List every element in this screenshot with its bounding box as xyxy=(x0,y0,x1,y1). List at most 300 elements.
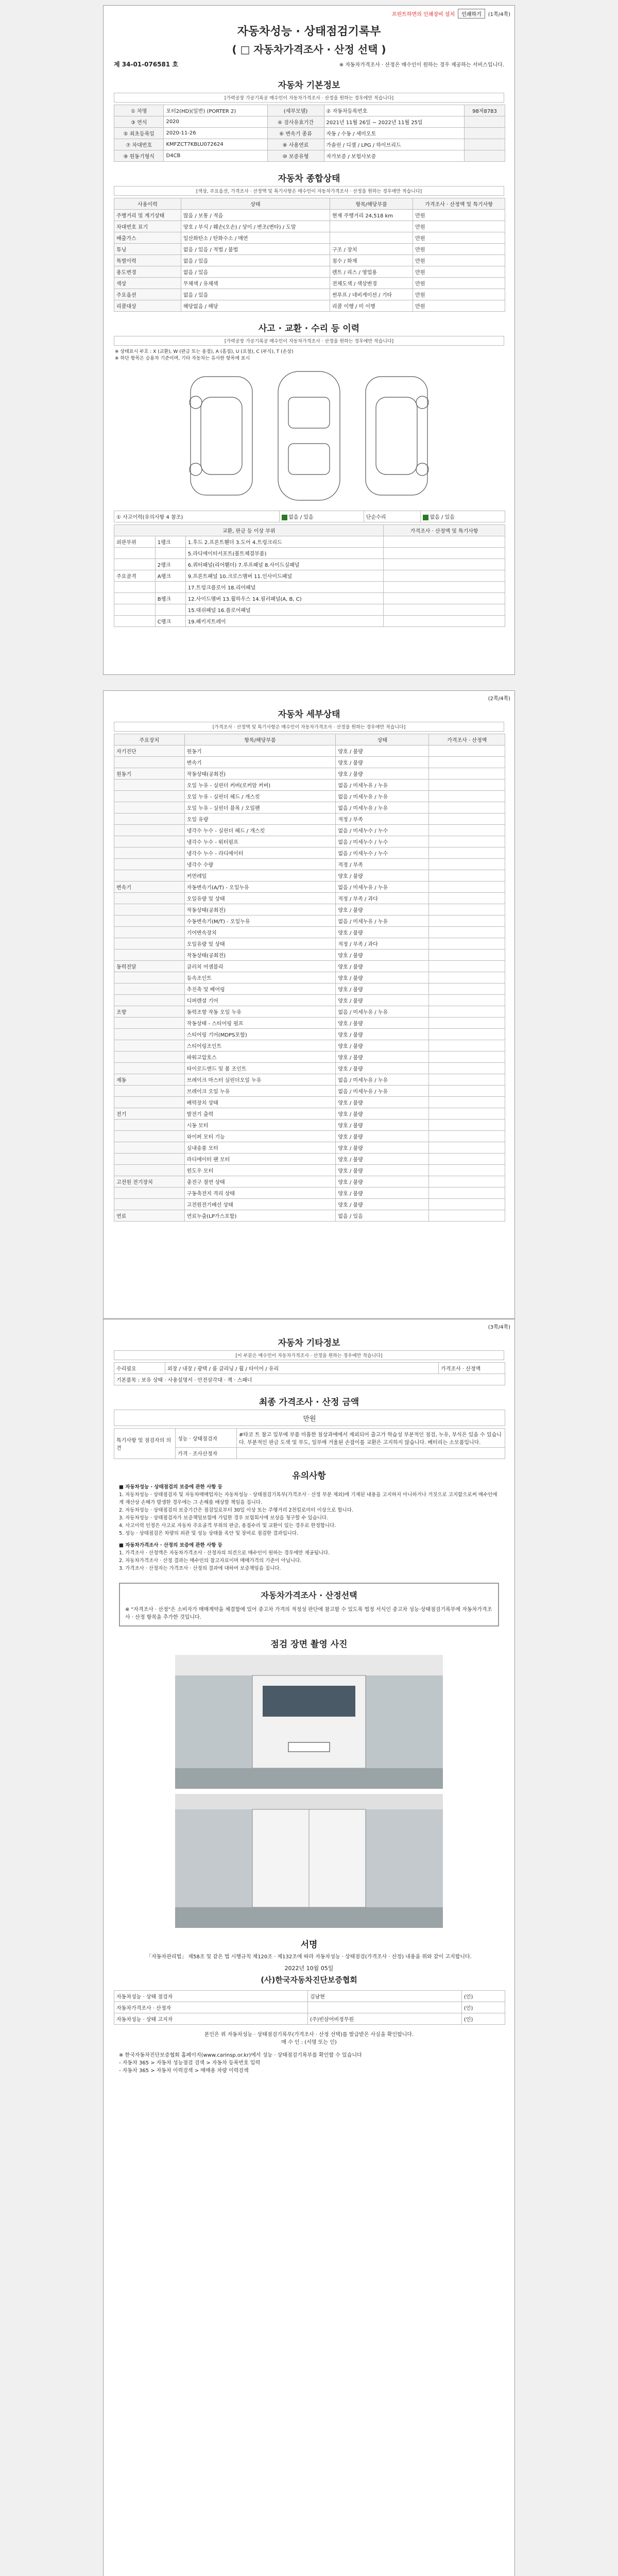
basic-info-cell xyxy=(465,139,505,150)
basic-info-cell: 포터2(HD)(일반) (PORTER 2) xyxy=(164,105,267,116)
basic-info-cell: 2021년 11월 26일 ~ 2022년 11월 25일 xyxy=(324,116,465,128)
overall-cell: 썬루프 / 네비게이션 / 기타 xyxy=(330,289,413,300)
page-title: 자동차성능 · 상태점검기록부 xyxy=(237,25,381,38)
detail-cell: 냉각수 누수 - 워터펌프 xyxy=(184,836,336,848)
special-notes-sub2: 가격 · 조사산정자 xyxy=(176,1448,237,1459)
outer-cell xyxy=(155,582,185,593)
detail-cell: 냉각수 수량 xyxy=(184,859,336,870)
detail-price-cell xyxy=(429,995,505,1006)
basic-info-cell: 자동 / 수동 / 세미오토 xyxy=(324,128,465,139)
overall-head-cell: 가격조사 · 산정액 및 특기사항 xyxy=(413,198,505,210)
basic-info-cell: ⑦ 차대번호 xyxy=(114,139,164,150)
overall-cell: 주행거리 및 계기상태 xyxy=(114,210,181,221)
detail-cell xyxy=(114,757,185,768)
detail-cell: 고전원전기배선 상태 xyxy=(184,1199,336,1210)
outer-cell: A랭크 xyxy=(155,570,185,582)
detail-cell: 양호 / 불량 xyxy=(336,757,429,768)
section-other-info: 자동차 기타정보 xyxy=(278,1338,340,1348)
detail-head-cell: 가격조사 · 산정액 xyxy=(429,734,505,745)
detail-cell: 변속기 xyxy=(184,757,336,768)
detail-cell: 브레이크 오일 누유 xyxy=(184,1086,336,1097)
outer-cell: C랭크 xyxy=(155,616,185,627)
other-info-note: [이 부분은 매수인이 자동차가격조사 · 산정을 원하는 경우에만 적습니다] xyxy=(114,1350,504,1360)
detail-cell xyxy=(114,859,185,870)
price-selection-title: 자동차가격조사 · 산정선택 xyxy=(261,1590,357,1600)
signature-cell: 자동차성능 · 상태 고지자 xyxy=(114,2013,308,2025)
report-page-1 xyxy=(103,5,515,675)
signature-cell: (주)빈삼어비정무원 xyxy=(307,2013,461,2025)
signature-cell: 자동차가격조사 · 산정자 xyxy=(114,2002,308,2013)
detail-price-cell xyxy=(429,1086,505,1097)
basic-info-cell: 가솔린 / 디젤 / LPG / 하이브리드 xyxy=(324,139,465,150)
top-bar xyxy=(104,6,514,22)
outer-cell: 12.사이드멤버 13.휠하우스 14.필러패널(A, B, C) xyxy=(185,593,384,604)
detail-cell: 냉각수 누수 - 라디에이터 xyxy=(184,848,336,859)
overall-head-cell: 사용이력 xyxy=(114,198,181,210)
outer-cell: 17.트렁크플로어 18.리어패널 xyxy=(185,582,384,593)
service-notice: ※ 자동차가격조사 · 산정은 매수인이 원하는 경우 제공하는 서비스입니다. xyxy=(339,62,504,68)
section-repair-history: 사고 · 교환 · 수리 등 이력 xyxy=(258,324,360,334)
detail-price-cell xyxy=(429,1176,505,1188)
detail-price-cell xyxy=(429,1040,505,1052)
overall-cell xyxy=(330,221,413,232)
overall-cell: 리콜대상 xyxy=(114,300,181,312)
detail-cell xyxy=(114,836,185,848)
overall-cell: 많음 / 보통 / 적음 xyxy=(181,210,330,221)
outer-head-cell: 교환, 판금 등 이상 부위 xyxy=(114,525,384,536)
detail-head-cell: 주요장치 xyxy=(114,734,185,745)
basic-info-cell xyxy=(465,116,505,128)
overall-head-cell: 항목/해당부품 xyxy=(330,198,413,210)
overall-cell: 없음 / 있음 xyxy=(181,266,330,278)
detail-cell: 없음 / 미세누유 / 누유 xyxy=(336,1074,429,1086)
caution-line: 4. 사고이력 인정은 사고로 자동차 주요골격 부위의 판금, 용접수리 및 교환이 있는 경우로 한정합니다. xyxy=(119,1523,336,1529)
detail-cell xyxy=(114,950,185,961)
basic-info-cell: 2020-11-26 xyxy=(164,128,267,139)
detail-cell: 양호 / 불량 xyxy=(336,1018,429,1029)
detail-price-cell xyxy=(429,1108,505,1120)
detail-cell: 적정 / 부족 / 과다 xyxy=(336,893,429,904)
detail-cell: 커먼레일 xyxy=(184,870,336,882)
detail-cell: 스티어링 기어(MDPS포함) xyxy=(184,1029,336,1040)
repair-needed-items: 외장 / 내장 / 광택 / 룸 클리닝 / 휠 / 타이어 / 유리 xyxy=(165,1363,439,1374)
document-number: 제 34-01-076581 호 xyxy=(114,61,178,68)
basic-info-cell: ② 자동차등록번호 xyxy=(324,105,465,116)
checkbox-icon[interactable] xyxy=(423,515,428,520)
outer-cell xyxy=(114,582,156,593)
outer-cell xyxy=(114,593,156,604)
detail-cell xyxy=(114,1120,185,1131)
detail-cell: 배력장치 상태 xyxy=(184,1097,336,1108)
basic-info-cell: 98저8783 xyxy=(465,105,505,116)
overall-cell: 색상 xyxy=(114,278,181,289)
section-caution: 유의사항 xyxy=(292,1471,326,1481)
detail-price-cell xyxy=(429,745,505,757)
detail-cell: 없음 / 미세누유 / 누유 xyxy=(336,882,429,893)
overall-cell: 만원 xyxy=(413,244,505,255)
issue-date: 2022년 10월 05일 xyxy=(284,1965,334,1972)
detail-cell xyxy=(114,984,185,995)
detail-cell: 동력전달 xyxy=(114,961,185,972)
caution-line: 2. 자동차성능 · 상태점검의 보증기간은 점검일로부터 30일 이상 또는 주행거리 2천킬로미터 이상으로 합니다. xyxy=(119,1507,353,1513)
basic-info-cell: D4CB xyxy=(164,150,267,162)
other-info-table xyxy=(114,1362,505,1385)
outer-cell: B랭크 xyxy=(155,593,185,604)
final-price-value: 만원 xyxy=(114,1410,505,1426)
detail-cell xyxy=(114,1029,185,1040)
detail-cell xyxy=(114,1154,185,1165)
detail-cell: 클러치 어셈블리 xyxy=(184,961,336,972)
simple-repair-label: 단순수리 xyxy=(364,511,421,522)
basic-info-cell: (세부모델) xyxy=(267,105,324,116)
outer-cell: 15.대쉬패널 16.플로어패널 xyxy=(185,604,384,616)
accident-value: 없음 / 있음 xyxy=(288,515,314,520)
detail-cell xyxy=(114,1097,185,1108)
detail-cell: 없음 / 미세누유 / 누유 xyxy=(336,1086,429,1097)
basic-info-note: [가력공장 가공기록공 매수인이 자동차가격조사 · 산정을 원하는 경우에만 적습니다] xyxy=(114,93,504,103)
detail-price-cell xyxy=(429,825,505,836)
outer-cell: 주요골격 xyxy=(114,570,156,582)
detail-cell: 오일유량 및 상태 xyxy=(184,893,336,904)
detail-cell: 없음 / 미세누유 / 누유 xyxy=(336,791,429,802)
detail-cell: 양호 / 불량 xyxy=(336,1199,429,1210)
overall-cell: 현재 주행거리 24,518 km xyxy=(330,210,413,221)
accident-table xyxy=(114,511,505,522)
detail-cell xyxy=(114,802,185,814)
caution-block xyxy=(119,1483,499,1572)
overall-cell: 만원 xyxy=(413,210,505,221)
overall-cell: 만원 xyxy=(413,266,505,278)
detail-cell: 원동기 xyxy=(114,768,185,779)
detail-cell: 양호 / 불량 xyxy=(336,1165,429,1176)
caution-line: 3. 가격조사 · 산정자는 가격조사 · 산정의 결과에 대하여 보증책임을 집니다. xyxy=(119,1566,281,1571)
overall-cell: 구조 / 장치 xyxy=(330,244,413,255)
overall-status-table xyxy=(114,198,505,312)
overall-cell: 용도변경 xyxy=(114,266,181,278)
detail-cell: 양호 / 불량 xyxy=(336,1142,429,1154)
outer-cell: 6.쿼터패널(리어휀더) 7.루프패널 8.사이드실패널 xyxy=(185,559,384,570)
section-final-price: 최종 가격조사 · 산정 금액 xyxy=(259,1397,359,1408)
simple-repair-value: 없음 / 있음 xyxy=(430,515,455,520)
detail-price-cell xyxy=(429,757,505,768)
page-subtitle: ( □ 자동차가격조사 · 산정 선택 ) xyxy=(232,43,386,56)
detail-cell: 냉각수 누수 - 실린더 헤드 / 개스킷 xyxy=(184,825,336,836)
detail-cell: 오일 누유 - 실린더 블록 / 오일팬 xyxy=(184,802,336,814)
outer-cell: 19.패키지트레이 xyxy=(185,616,384,627)
detail-price-cell xyxy=(429,836,505,848)
special-notes-table xyxy=(114,1428,505,1459)
detail-cell xyxy=(114,825,185,836)
outer-cell xyxy=(114,604,156,616)
signature-cell: 자동차성능 · 상태 점검자 xyxy=(114,1991,308,2002)
overall-cell: 무채색 / 유채색 xyxy=(181,278,330,289)
overall-cell: 차대번호 표기 xyxy=(114,221,181,232)
price-selection-text: ※ "자격조사 · 산정"은 소비자가 매매계약을 체결함에 있어 중고차 가격의 적정성 판단에 참고할 수 있도록 법정 서식인 중고차 성능·상태점검기록부에 자동차가격조사 · 산정 항목을 추가한 것입니다. xyxy=(125,1607,492,1620)
basic-info-cell xyxy=(465,150,505,162)
detail-cell: 원동기 xyxy=(184,745,336,757)
detail-cell: 양호 / 불량 xyxy=(336,950,429,961)
page-number: (2쪽/4쪽) xyxy=(488,696,510,702)
detail-cell: 조향 xyxy=(114,1006,185,1018)
overall-cell: 만원 xyxy=(413,278,505,289)
print-button[interactable]: 인쇄하기 xyxy=(458,9,485,19)
accident-label: ① 사고이력(유의사항 4 참조) xyxy=(114,511,280,522)
signature-cell: (인) xyxy=(461,2002,505,2013)
detail-cell: 양호 / 불량 xyxy=(336,984,429,995)
footer-line-2: - 자동차 365 > 자동차 성능점검 검색 > 자동차 등록번호 입력 xyxy=(119,2060,261,2066)
detail-cell: 수동변속기(M/T) - 오일누유 xyxy=(184,916,336,927)
detail-cell: 적정 / 부족 / 과다 xyxy=(336,938,429,950)
overall-head-cell: 상태 xyxy=(181,198,330,210)
detail-cell: 작동상태 - 스티어링 펌프 xyxy=(184,1018,336,1029)
special-notes-sub1: 성능 · 상태점검자 xyxy=(176,1429,237,1448)
detail-cell: 와이퍼 모터 기능 xyxy=(184,1131,336,1142)
detail-cell xyxy=(114,1018,185,1029)
detail-cell: 양호 / 불량 xyxy=(336,1097,429,1108)
detail-cell: 실내송풍 모터 xyxy=(184,1142,336,1154)
outer-cell: 2랭크 xyxy=(155,559,185,570)
detail-cell: 양호 / 불량 xyxy=(336,745,429,757)
detail-status-table xyxy=(114,734,505,1222)
detail-cell: 없음 / 미세누유 / 누유 xyxy=(336,802,429,814)
detail-cell: 오일유량 및 상태 xyxy=(184,938,336,950)
outer-cell xyxy=(155,548,185,559)
detail-cell: 양호 / 불량 xyxy=(336,904,429,916)
detail-cell: 양호 / 불량 xyxy=(336,927,429,938)
detail-cell: 양호 / 불량 xyxy=(336,870,429,882)
signature-cell: (인) xyxy=(461,2013,505,2025)
detail-status-note: [가격조사 · 산정액 및 특기사항은 매수인이 자동차가격조사 · 산정을 원하는 경우에만 적습니다] xyxy=(114,722,504,732)
detail-cell: 양호 / 불량 xyxy=(336,1108,429,1120)
overall-cell: 리콜 이행 / 미 이행 xyxy=(330,300,413,312)
detail-cell: 적정 / 부족 xyxy=(336,859,429,870)
detail-cell xyxy=(114,1052,185,1063)
detail-cell: 양호 / 불량 xyxy=(336,1188,429,1199)
detail-cell: 추진축 및 베어링 xyxy=(184,984,336,995)
signature-cell xyxy=(307,2002,461,2013)
detail-cell: 양호 / 불량 xyxy=(336,768,429,779)
detail-price-cell xyxy=(429,984,505,995)
detail-price-cell xyxy=(429,1063,505,1074)
basic-info-table xyxy=(114,105,505,162)
page-number: (3쪽/4쪽) xyxy=(488,1325,510,1330)
detail-cell: 양호 / 불량 xyxy=(336,995,429,1006)
overall-cell: 만원 xyxy=(413,232,505,244)
detail-price-cell xyxy=(429,904,505,916)
detail-price-cell xyxy=(429,1142,505,1154)
detail-cell xyxy=(114,1131,185,1142)
detail-cell: 양호 / 불량 xyxy=(336,1040,429,1052)
overall-cell: 특별이력 xyxy=(114,255,181,266)
detail-price-cell xyxy=(429,938,505,950)
detail-cell: 없음 / 미세누유 / 누유 xyxy=(336,1006,429,1018)
overall-cell xyxy=(330,232,413,244)
basic-info-cell: ⑥ 변속기 종류 xyxy=(267,128,324,139)
detail-price-cell xyxy=(429,814,505,825)
basic-items: 기본품목 : 보유 상태 · 사용설명서 · 안전삼각대 · 잭 · 스패너 xyxy=(114,1374,505,1385)
detail-price-cell xyxy=(429,927,505,938)
car-diagram-icon xyxy=(180,366,438,505)
overall-cell: 만원 xyxy=(413,255,505,266)
detail-cell: 구동축전지 격리 상태 xyxy=(184,1188,336,1199)
basic-info-cell: ① 차명 xyxy=(114,105,164,116)
detail-cell: 윈도우 모터 xyxy=(184,1165,336,1176)
detail-cell: 고전원 전기장치 xyxy=(114,1176,185,1188)
special-notes-label: 특기사항 및 점검자의 의견 xyxy=(114,1429,176,1459)
basic-info-cell: ⑩ 보증유형 xyxy=(267,150,324,162)
detail-cell xyxy=(114,938,185,950)
detail-price-cell xyxy=(429,1052,505,1063)
basic-info-cell: ④ 검사유효기간 xyxy=(267,116,324,128)
detail-price-cell xyxy=(429,1006,505,1018)
detail-cell: 양호 / 불량 xyxy=(336,1052,429,1063)
outer-cell xyxy=(155,604,185,616)
detail-price-cell xyxy=(429,1018,505,1029)
overall-cell: 주요옵션 xyxy=(114,289,181,300)
signature-cell: 김남현 xyxy=(307,1991,461,2002)
detail-price-cell xyxy=(429,791,505,802)
overall-cell: 없음 / 있음 xyxy=(181,289,330,300)
detail-price-cell xyxy=(429,961,505,972)
outer-cell: 5.라디에이터서포트(볼트체결부품) xyxy=(185,548,384,559)
overall-cell: 일산화탄소 / 탄화수소 / 매연 xyxy=(181,232,330,244)
detail-head-cell: 상태 xyxy=(336,734,429,745)
basic-info-cell: KMFZCT7KBLU072624 xyxy=(164,139,267,150)
price-label: 가격조사 · 산정액 xyxy=(439,1363,505,1374)
detail-cell: 오일 누유 - 실린더 커버(로커암 커버) xyxy=(184,779,336,791)
outer-cell: 외판부위 xyxy=(114,536,156,548)
overall-cell: 해당없음 / 해당 xyxy=(181,300,330,312)
receipt-buyer: 매 수 인 : (서명 또는 인) xyxy=(281,2040,337,2045)
detail-cell: 양호 / 불량 xyxy=(336,1063,429,1074)
basic-info-cell: 2020 xyxy=(164,116,267,128)
detail-price-cell xyxy=(429,779,505,791)
detail-price-cell xyxy=(429,1210,505,1222)
signatures-table xyxy=(114,1990,505,2025)
detail-cell: 없음 / 미세누유 / 누유 xyxy=(336,779,429,791)
detail-cell xyxy=(114,1165,185,1176)
print-warning: 프린트하면의 인쇄장비 설치 xyxy=(391,12,455,18)
basic-info-cell: ⑧ 사용연료 xyxy=(267,139,324,150)
detail-cell: 양호 / 불량 xyxy=(336,1154,429,1165)
detail-price-cell xyxy=(429,870,505,882)
detail-cell: 작동상태(공회전) xyxy=(184,950,336,961)
outer-cell xyxy=(114,559,156,570)
detail-price-cell xyxy=(429,972,505,984)
detail-cell: 스티어링조인트 xyxy=(184,1040,336,1052)
detail-cell xyxy=(114,927,185,938)
section-photo: 점검 장면 촬영 사진 xyxy=(270,1639,348,1650)
detail-cell: 작동상태(공회전) xyxy=(184,904,336,916)
caution-line: 2. 자동차가격조사 · 산정 결과는 매수인의 참고자료이며 매매가격의 기준이 아닙니다. xyxy=(119,1558,302,1564)
inspection-photo-rear xyxy=(175,1794,443,1928)
section-basic-info: 자동차 기본정보 xyxy=(278,80,340,91)
detail-cell: 기어변속장치 xyxy=(184,927,336,938)
overall-cell: 배출가스 xyxy=(114,232,181,244)
report-page-2 xyxy=(103,690,515,1319)
outer-cell xyxy=(114,548,156,559)
detail-cell: 오일 누유 - 실린더 헤드 / 개스킷 xyxy=(184,791,336,802)
detail-cell xyxy=(114,972,185,984)
detail-cell: 등속조인트 xyxy=(184,972,336,984)
caution-line: 5. 성능 · 상태점검은 차량의 외관 및 성능 상태를 육안 및 장비로 점검한 결과입니다. xyxy=(119,1531,299,1536)
detail-cell: 동력조향 작동 오일 누유 xyxy=(184,1006,336,1018)
detail-price-cell xyxy=(429,1120,505,1131)
detail-cell: 없음 / 미세누수 / 누수 xyxy=(336,836,429,848)
detail-cell: 없음 / 미세누수 / 누수 xyxy=(336,825,429,836)
detail-cell xyxy=(114,779,185,791)
checkbox-icon[interactable] xyxy=(282,515,287,520)
detail-cell: 양호 / 불량 xyxy=(336,972,429,984)
detail-cell: 양호 / 불량 xyxy=(336,1120,429,1131)
organization-name: (사)한국자동차진단보증협회 xyxy=(261,1975,357,1985)
overall-cell: 전체도색 / 색상변경 xyxy=(330,278,413,289)
outer-head-cell: 가격조사 · 산정액 및 특기사항 xyxy=(384,525,505,536)
detail-price-cell xyxy=(429,848,505,859)
detail-cell: 자동변속기(A/T) - 오일누유 xyxy=(184,882,336,893)
inspection-photo-front xyxy=(175,1655,443,1789)
footer-line-3: - 자동차 365 > 자동차 이력검색 > 매매용 차량 이력검색 xyxy=(119,2068,249,2074)
detail-price-cell xyxy=(429,1029,505,1040)
detail-cell xyxy=(114,870,185,882)
detail-cell xyxy=(114,995,185,1006)
section-sign: 서명 xyxy=(300,1940,318,1950)
detail-cell: 타이로드엔드 및 볼 조인트 xyxy=(184,1063,336,1074)
overall-status-note: [색상, 주요옵션, 가격조사 · 산정액 및 특기사항은 매수인이 자동차가격조사 · 산정을 원하는 경우에만 적습니다] xyxy=(114,186,504,196)
detail-price-cell xyxy=(429,1165,505,1176)
outer-cell: 9.프론트패널 10.크로스멤버 11.인사이드패널 xyxy=(185,570,384,582)
overall-cell: 침수 / 화재 xyxy=(330,255,413,266)
price-selection-box xyxy=(119,1583,499,1626)
footer-line-1: ※ 한국자동차진단보증협회 홈페이지(www.carinsp.or.kr)에서 성능 · 상태점검기록부를 확인할 수 있습니다 xyxy=(119,2053,362,2058)
detail-price-cell xyxy=(429,859,505,870)
detail-price-cell xyxy=(429,768,505,779)
overall-cell: 만원 xyxy=(413,289,505,300)
detail-cell: 자기진단 xyxy=(114,745,185,757)
detail-price-cell xyxy=(429,1154,505,1165)
caution-line: 3. 자동차성능 · 상태점검자가 보증책임보험에 가입한 경우 보험회사에 보상을 청구할 수 있습니다. xyxy=(119,1515,329,1521)
section-detail-status: 자동차 세부상태 xyxy=(278,709,340,720)
overall-cell: 만원 xyxy=(413,300,505,312)
detail-cell: 시동 모터 xyxy=(184,1120,336,1131)
detail-cell xyxy=(114,916,185,927)
final-price-table xyxy=(114,1410,505,1426)
receipt-text: 본인은 위 자동차성능 · 상태점검기록부(가격조사 · 산정 선택)를 발급받은 사실을 확인합니다. xyxy=(204,2032,414,2038)
detail-price-cell xyxy=(429,1097,505,1108)
detail-cell: 파워고압호스 xyxy=(184,1052,336,1063)
detail-cell: 없음 / 미세누수 / 누수 xyxy=(336,848,429,859)
caution-line: 1. 자동차성능 · 상태점검자 및 자동차매매업자는 자동차성능 · 상태점검기록부(가격조사 · 산정 부분 제외)에 기재된 내용을 고지하지 아니하거나 거짓으로 고지함으로써 매수인에게 재산상 손해가 발생한 경우에는 그 손해를 배상할 책임을 집니다. xyxy=(119,1492,497,1505)
detail-cell xyxy=(114,1199,185,1210)
caution-title-1: ■ 자동차성능 · 상태점검의 보증에 관한 사항 등 xyxy=(119,1484,222,1490)
repair-needed-label: 수리필요 xyxy=(114,1363,165,1374)
detail-price-cell xyxy=(429,916,505,927)
detail-price-cell xyxy=(429,802,505,814)
detail-cell: 적정 / 부족 xyxy=(336,814,429,825)
detail-cell: 변속기 xyxy=(114,882,185,893)
legend-text: ※ 상태표시 부호 : X (교환), W (판금 또는 용접), A (흠집), U (요철), C (부식), T (손상) xyxy=(115,349,294,354)
detail-cell: 디퍼렌셜 기어 xyxy=(184,995,336,1006)
caution-title-2: ■ 자동차가격조사 · 산정의 보증에 관한 사항 등 xyxy=(119,1543,222,1548)
outer-panel-table xyxy=(114,524,505,627)
detail-price-cell xyxy=(429,950,505,961)
basic-info-cell: ⑨ 원동기형식 xyxy=(114,150,164,162)
detail-cell: 충전구 절연 상태 xyxy=(184,1176,336,1188)
overall-cell: 없음 / 있음 xyxy=(181,255,330,266)
overall-cell: 없음 / 있음 / 적법 / 불법 xyxy=(181,244,330,255)
detail-cell xyxy=(114,1040,185,1052)
detail-price-cell xyxy=(429,1131,505,1142)
